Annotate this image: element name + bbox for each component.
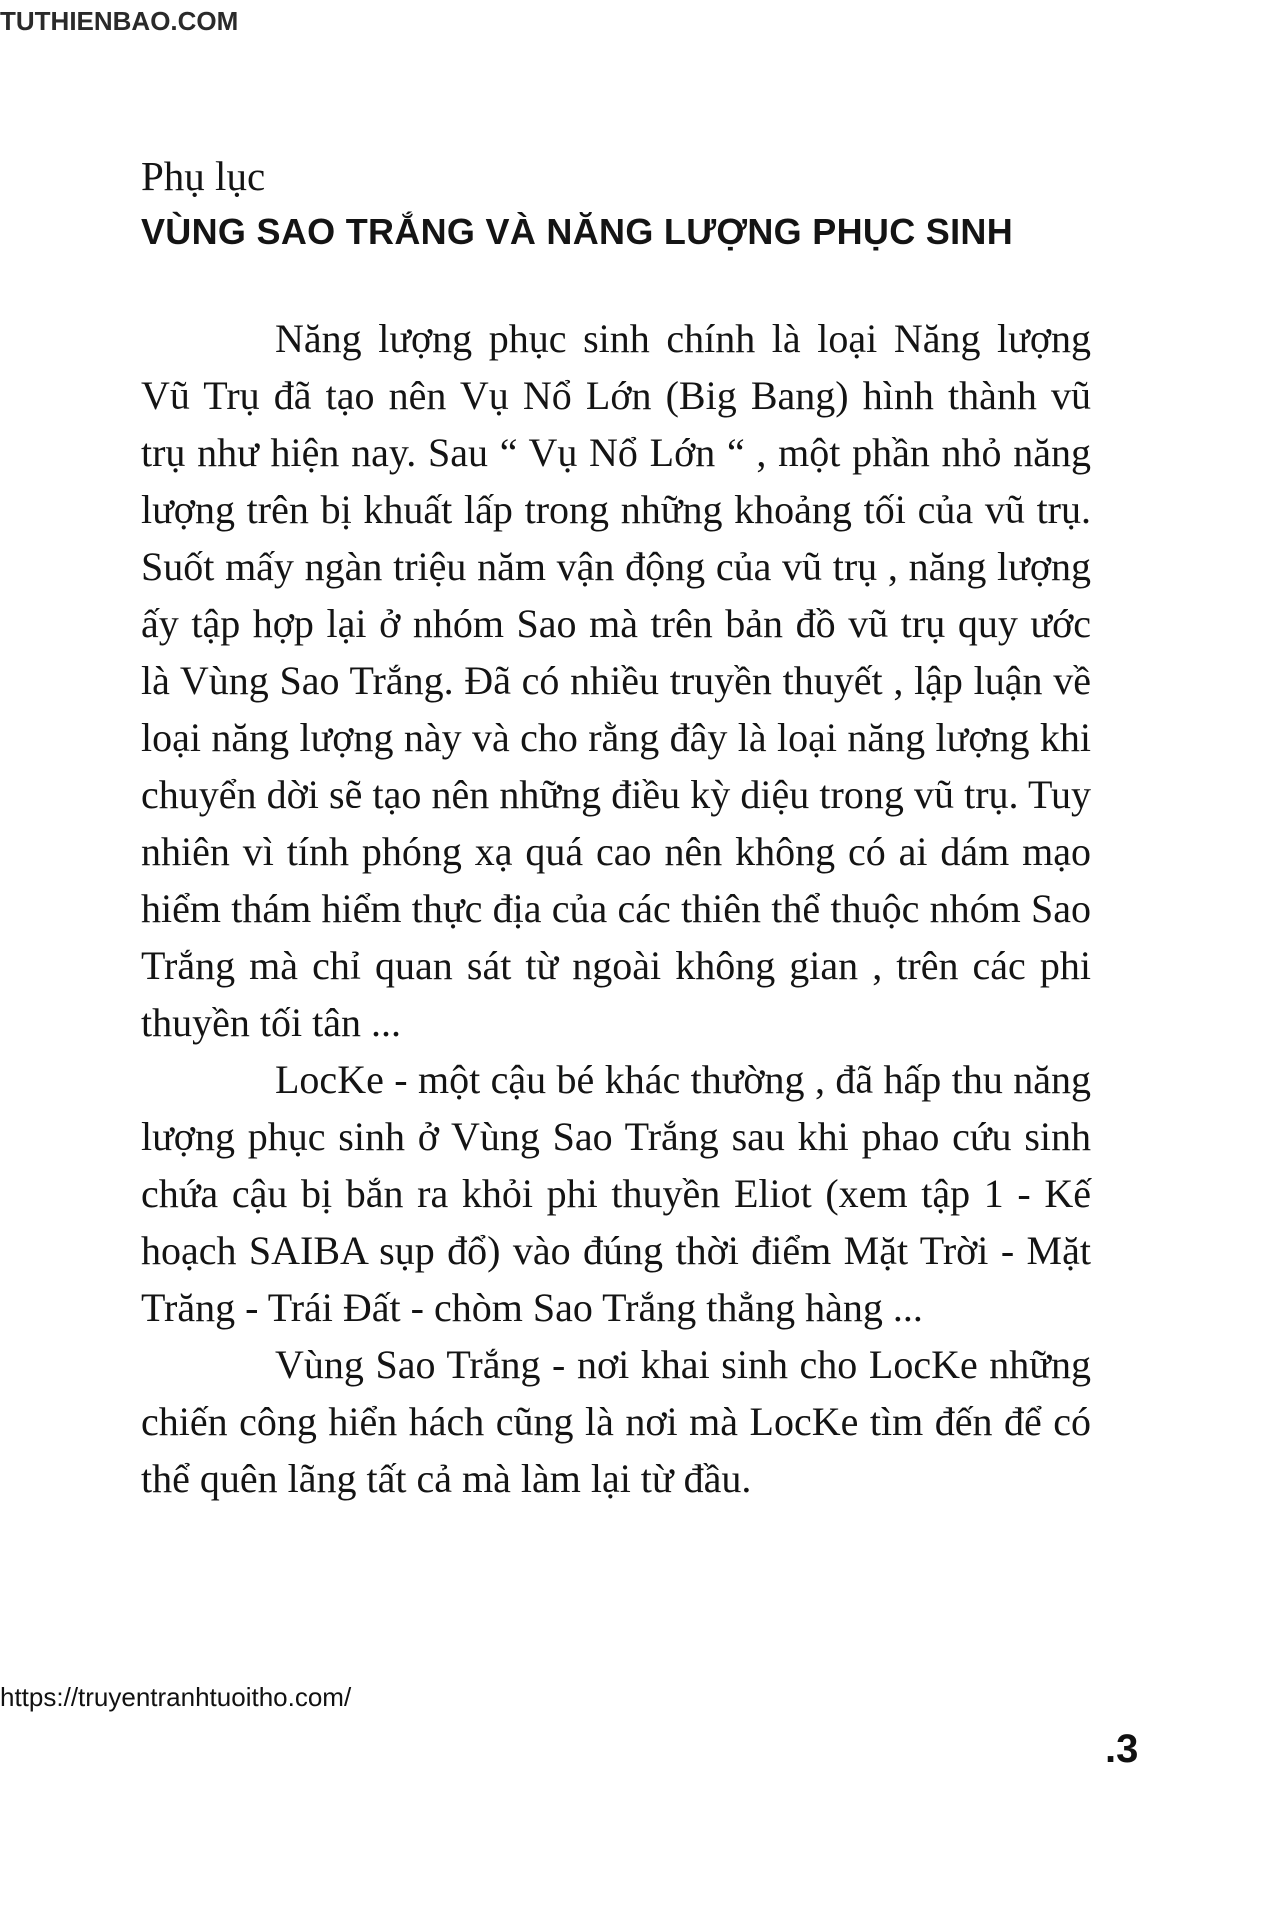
chapter-title: VÙNG SAO TRẮNG VÀ NĂNG LƯỢNG PHỤC SINH (141, 211, 1014, 252)
page-content (141, 150, 1091, 1507)
body-text (141, 310, 1091, 1507)
paragraph-2: LocKe - một cậu bé khác thường , đã hấp thu năng lượng phục sinh ở Vùng Sao Trắng sau khi phao cứu sinh chứa cậu bị bắn ra khỏi phi thuyền Eliot (xem tập 1 - Kế hoạch SAIBA sụp đổ) vào đúng thời điểm Mặt Trời - Mặt Trăng - Trái Đất - chòm Sao Trắng thẳng hàng ... (141, 1057, 1091, 1330)
page-number: .3 (1105, 1727, 1139, 1771)
paragraph-3: Vùng Sao Trắng - nơi khai sinh cho LocKe những chiến công hiển hách cũng là nơi mà LocKe tìm đến để có thể quên lãng tất cả mà làm lại từ đầu. (141, 1342, 1091, 1501)
appendix-label: Phụ lục (141, 153, 266, 199)
top-watermark: TUTHIENBAO.COM (0, 6, 239, 36)
paragraph-1: Năng lượng phục sinh chính là loại Năng lượng Vũ Trụ đã tạo nên Vụ Nổ Lớn (Big Bang) hình thành vũ trụ như hiện nay. Sau “ Vụ Nổ Lớn “ , một phần nhỏ năng lượng trên bị khuất lấp trong những khoảng tối của vũ trụ. Suốt mấy ngàn triệu năm vận động của vũ trụ , năng lượng ấy tập hợp lại ở nhóm Sao mà trên bản đồ vũ trụ quy ước là Vùng Sao Trắng. Đã có nhiều truyền thuyết , lập luận về loại năng lượng này và cho rằng đây là loại năng lượng khi chuyển dời sẽ tạo nên những điều kỳ diệu trong vũ trụ. Tuy nhiên vì tính phóng xạ quá cao nên không có ai dám mạo hiểm thám hiểm thực địa của các thiên thể thuộc nhóm Sao Trắng mà chỉ quan sát từ ngoài không gian , trên các phi thuyền tối tân ... (141, 316, 1091, 1045)
source-url: https://truyentranhtuoitho.com/ (0, 1682, 352, 1712)
